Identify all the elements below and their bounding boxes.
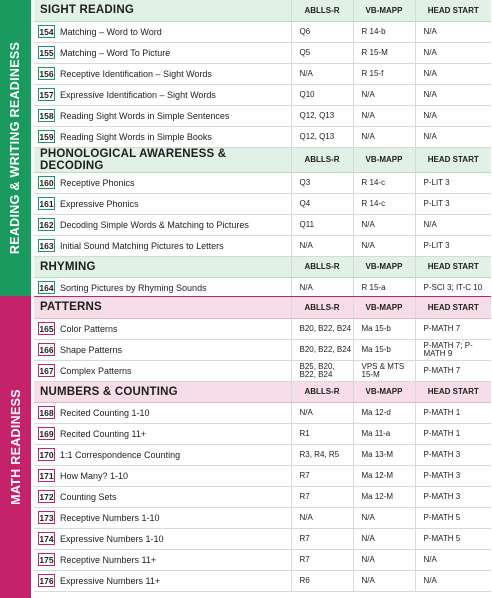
vbmapp-value: N/A bbox=[353, 549, 415, 570]
program-item bbox=[34, 214, 291, 235]
table-row bbox=[34, 339, 491, 360]
ablls-value: B25, B20, B22, B24 bbox=[291, 360, 353, 381]
program-label: Decoding Simple Words & Matching to Pictures bbox=[60, 220, 249, 230]
ablls-value: B20, B22, B24 bbox=[291, 339, 353, 360]
vbmapp-value: R 14-b bbox=[353, 21, 415, 42]
ablls-value: R7 bbox=[291, 528, 353, 549]
headstart-column-header: HEAD START bbox=[415, 256, 491, 277]
vbmapp-value: R 14-c bbox=[353, 193, 415, 214]
table-row bbox=[34, 570, 491, 591]
program-number: 167 bbox=[39, 366, 54, 376]
program-item bbox=[34, 549, 291, 570]
headstart-value: N/A bbox=[415, 105, 491, 126]
table-row bbox=[34, 486, 491, 507]
section-title: RHYMING bbox=[34, 256, 291, 277]
table-row bbox=[34, 423, 491, 444]
ablls-value: Q10 bbox=[291, 84, 353, 105]
program-label: Color Patterns bbox=[60, 324, 118, 334]
program-item bbox=[34, 339, 291, 360]
vbmapp-value: N/A bbox=[353, 126, 415, 147]
vbmapp-value: N/A bbox=[353, 235, 415, 256]
vbmapp-value: Ma 15-b bbox=[353, 318, 415, 339]
program-number: 169 bbox=[39, 429, 54, 439]
ablls-value: Q3 bbox=[291, 172, 353, 193]
program-item bbox=[34, 402, 291, 423]
program-number: 156 bbox=[39, 69, 54, 79]
program-number: 157 bbox=[39, 90, 54, 100]
reading-writing-table bbox=[34, 0, 491, 299]
section-header bbox=[34, 147, 491, 172]
table-row bbox=[34, 235, 491, 256]
program-item bbox=[34, 507, 291, 528]
program-item bbox=[34, 172, 291, 193]
headstart-value: P-MATH 3 bbox=[415, 486, 491, 507]
vbmapp-value: R 15-f bbox=[353, 63, 415, 84]
program-number: 161 bbox=[39, 199, 54, 209]
headstart-column-header: HEAD START bbox=[415, 381, 491, 402]
ablls-value: Q6 bbox=[291, 21, 353, 42]
program-number: 160 bbox=[39, 178, 54, 188]
vbmapp-column-header: VB-MAPP bbox=[353, 297, 415, 318]
ablls-value: B20, B22, B24 bbox=[291, 318, 353, 339]
vbmapp-value: Ma 15-b bbox=[353, 339, 415, 360]
headstart-value: P-MATH 1 bbox=[415, 402, 491, 423]
program-number: 163 bbox=[39, 241, 54, 251]
vbmapp-value: Ma 12-M bbox=[353, 465, 415, 486]
ablls-value: N/A bbox=[291, 277, 353, 298]
table-row bbox=[34, 63, 491, 84]
headstart-value: N/A bbox=[415, 42, 491, 63]
section-header bbox=[34, 381, 491, 402]
program-number: 159 bbox=[39, 132, 54, 142]
program-label: 1:1 Correspondence Counting bbox=[60, 450, 181, 460]
program-number: 175 bbox=[39, 555, 54, 565]
program-item bbox=[34, 444, 291, 465]
vbmapp-value: Ma 11-a bbox=[353, 423, 415, 444]
program-item bbox=[34, 528, 291, 549]
program-item bbox=[34, 105, 291, 126]
headstart-value: N/A bbox=[415, 570, 491, 591]
ablls-value: N/A bbox=[291, 235, 353, 256]
program-item bbox=[34, 570, 291, 591]
reading-writing-side-label: READING & WRITING READINESS bbox=[8, 41, 23, 255]
program-label: Shape Patterns bbox=[60, 345, 123, 355]
section-header bbox=[34, 256, 491, 277]
program-number: 165 bbox=[39, 324, 54, 334]
vbmapp-value: R 15-a bbox=[353, 277, 415, 298]
program-number: 164 bbox=[39, 283, 54, 293]
program-item bbox=[34, 277, 291, 298]
program-number: 154 bbox=[39, 27, 54, 37]
table-row bbox=[34, 193, 491, 214]
ablls-column-header: ABLLS-R bbox=[291, 256, 353, 277]
program-label: Initial Sound Matching Pictures to Letters bbox=[60, 241, 224, 251]
vbmapp-value: N/A bbox=[353, 84, 415, 105]
headstart-column-header: HEAD START bbox=[415, 297, 491, 318]
table-row bbox=[34, 105, 491, 126]
ablls-column-header: ABLLS-R bbox=[291, 147, 353, 172]
program-label: Matching – Word to Word bbox=[60, 27, 162, 37]
headstart-value: P-MATH 3 bbox=[415, 465, 491, 486]
program-item bbox=[34, 193, 291, 214]
math-table bbox=[34, 297, 491, 592]
program-label: Recited Counting 1-10 bbox=[60, 408, 150, 418]
vbmapp-value: N/A bbox=[353, 528, 415, 549]
ablls-value: R7 bbox=[291, 549, 353, 570]
table-row bbox=[34, 507, 491, 528]
program-label: Sorting Pictures by Rhyming Sounds bbox=[60, 283, 207, 293]
vbmapp-value: R 14-c bbox=[353, 172, 415, 193]
ablls-value: Q4 bbox=[291, 193, 353, 214]
section-title: PHONOLOGICAL AWARENESS & DECODING bbox=[34, 147, 291, 172]
headstart-column-header: HEAD START bbox=[415, 0, 491, 21]
program-number: 168 bbox=[39, 408, 54, 418]
program-item bbox=[34, 21, 291, 42]
program-item bbox=[34, 84, 291, 105]
vbmapp-value: Ma 13-M bbox=[353, 444, 415, 465]
ablls-column-header: ABLLS-R bbox=[291, 381, 353, 402]
headstart-value: P-LIT 3 bbox=[415, 235, 491, 256]
program-item bbox=[34, 360, 291, 381]
program-item bbox=[34, 465, 291, 486]
vbmapp-column-header: VB-MAPP bbox=[353, 256, 415, 277]
program-label: Expressive Numbers 11+ bbox=[60, 576, 161, 586]
ablls-value: Q11 bbox=[291, 214, 353, 235]
table-row bbox=[34, 360, 491, 381]
table-row bbox=[34, 277, 491, 298]
program-number: 174 bbox=[39, 534, 54, 544]
vbmapp-value: Ma 12-M bbox=[353, 486, 415, 507]
vbmapp-column-header: VB-MAPP bbox=[353, 147, 415, 172]
section-header bbox=[34, 0, 491, 21]
table-row bbox=[34, 126, 491, 147]
program-label: Receptive Phonics bbox=[60, 178, 135, 188]
section-title: NUMBERS & COUNTING bbox=[34, 381, 291, 402]
program-item bbox=[34, 318, 291, 339]
program-label: Reading Sight Words in Simple Sentences bbox=[60, 111, 230, 121]
table-row bbox=[34, 21, 491, 42]
headstart-value: P-MATH 5 bbox=[415, 528, 491, 549]
program-label: How Many? 1-10 bbox=[60, 471, 129, 481]
program-label: Counting Sets bbox=[60, 492, 117, 502]
vbmapp-column-header: VB-MAPP bbox=[353, 381, 415, 402]
headstart-value: N/A bbox=[415, 21, 491, 42]
vbmapp-value: VPS & MTS 15-M bbox=[353, 360, 415, 381]
program-label: Expressive Numbers 1-10 bbox=[60, 534, 164, 544]
vbmapp-value: R 15-M bbox=[353, 42, 415, 63]
headstart-value: P-MATH 5 bbox=[415, 507, 491, 528]
math-side-label: MATH READINESS bbox=[8, 389, 23, 505]
program-item bbox=[34, 486, 291, 507]
program-number: 158 bbox=[39, 111, 54, 121]
headstart-value: P-MATH 1 bbox=[415, 423, 491, 444]
vbmapp-value: N/A bbox=[353, 507, 415, 528]
headstart-value: N/A bbox=[415, 549, 491, 570]
headstart-column-header: HEAD START bbox=[415, 147, 491, 172]
program-item bbox=[34, 63, 291, 84]
program-item bbox=[34, 235, 291, 256]
headstart-value: P-LIT 3 bbox=[415, 172, 491, 193]
program-label: Recited Counting 11+ bbox=[60, 429, 147, 439]
vbmapp-value: Ma 12-d bbox=[353, 402, 415, 423]
program-number: 155 bbox=[39, 48, 54, 58]
headstart-value: N/A bbox=[415, 84, 491, 105]
ablls-value: R7 bbox=[291, 465, 353, 486]
ablls-value: Q12, Q13 bbox=[291, 126, 353, 147]
table-row bbox=[34, 84, 491, 105]
ablls-value: N/A bbox=[291, 507, 353, 528]
ablls-column-header: ABLLS-R bbox=[291, 0, 353, 21]
ablls-value: R3, R4, R5 bbox=[291, 444, 353, 465]
headstart-value: P-MATH 7 bbox=[415, 360, 491, 381]
table-row bbox=[34, 172, 491, 193]
vbmapp-value: N/A bbox=[353, 105, 415, 126]
vbmapp-column-header: VB-MAPP bbox=[353, 0, 415, 21]
program-number: 166 bbox=[39, 345, 54, 355]
headstart-value: P-MATH 7 bbox=[415, 318, 491, 339]
program-item bbox=[34, 42, 291, 63]
program-label: Complex Patterns bbox=[60, 366, 132, 376]
vbmapp-value: N/A bbox=[353, 214, 415, 235]
program-label: Expressive Phonics bbox=[60, 199, 139, 209]
headstart-value: P-MATH 7; P-MATH 9 bbox=[415, 339, 491, 360]
section-header bbox=[34, 297, 491, 318]
program-label: Receptive Identification – Sight Words bbox=[60, 69, 212, 79]
headstart-value: N/A bbox=[415, 126, 491, 147]
program-label: Receptive Numbers 11+ bbox=[60, 555, 157, 565]
headstart-value: N/A bbox=[415, 63, 491, 84]
program-label: Reading Sight Words in Simple Books bbox=[60, 132, 212, 142]
program-label: Matching – Word To Picture bbox=[60, 48, 171, 58]
headstart-value: P-MATH 3 bbox=[415, 444, 491, 465]
ablls-value: N/A bbox=[291, 63, 353, 84]
program-number: 170 bbox=[39, 450, 54, 460]
program-label: Receptive Numbers 1-10 bbox=[60, 513, 160, 523]
headstart-value: P-SCI 3; IT-C 10 bbox=[415, 277, 491, 298]
ablls-value: Q12, Q13 bbox=[291, 105, 353, 126]
program-item bbox=[34, 126, 291, 147]
ablls-value: Q5 bbox=[291, 42, 353, 63]
table-row bbox=[34, 42, 491, 63]
table-row bbox=[34, 465, 491, 486]
headstart-value: N/A bbox=[415, 214, 491, 235]
table-row bbox=[34, 214, 491, 235]
ablls-value: R7 bbox=[291, 486, 353, 507]
section-title: PATTERNS bbox=[34, 297, 291, 318]
program-number: 176 bbox=[39, 576, 54, 586]
ablls-value: N/A bbox=[291, 402, 353, 423]
program-number: 171 bbox=[39, 471, 54, 481]
ablls-value: R1 bbox=[291, 423, 353, 444]
program-number: 162 bbox=[39, 220, 54, 230]
program-item bbox=[34, 423, 291, 444]
table-row bbox=[34, 528, 491, 549]
table-row bbox=[34, 444, 491, 465]
table-row bbox=[34, 402, 491, 423]
vbmapp-value: N/A bbox=[353, 570, 415, 591]
table-row bbox=[34, 549, 491, 570]
section-title: SIGHT READING bbox=[34, 0, 291, 21]
ablls-column-header: ABLLS-R bbox=[291, 297, 353, 318]
program-number: 173 bbox=[39, 513, 54, 523]
headstart-value: P-LIT 3 bbox=[415, 193, 491, 214]
program-number: 172 bbox=[39, 492, 54, 502]
program-label: Expressive Identification – Sight Words bbox=[60, 90, 216, 100]
table-row bbox=[34, 318, 491, 339]
ablls-value: R6 bbox=[291, 570, 353, 591]
